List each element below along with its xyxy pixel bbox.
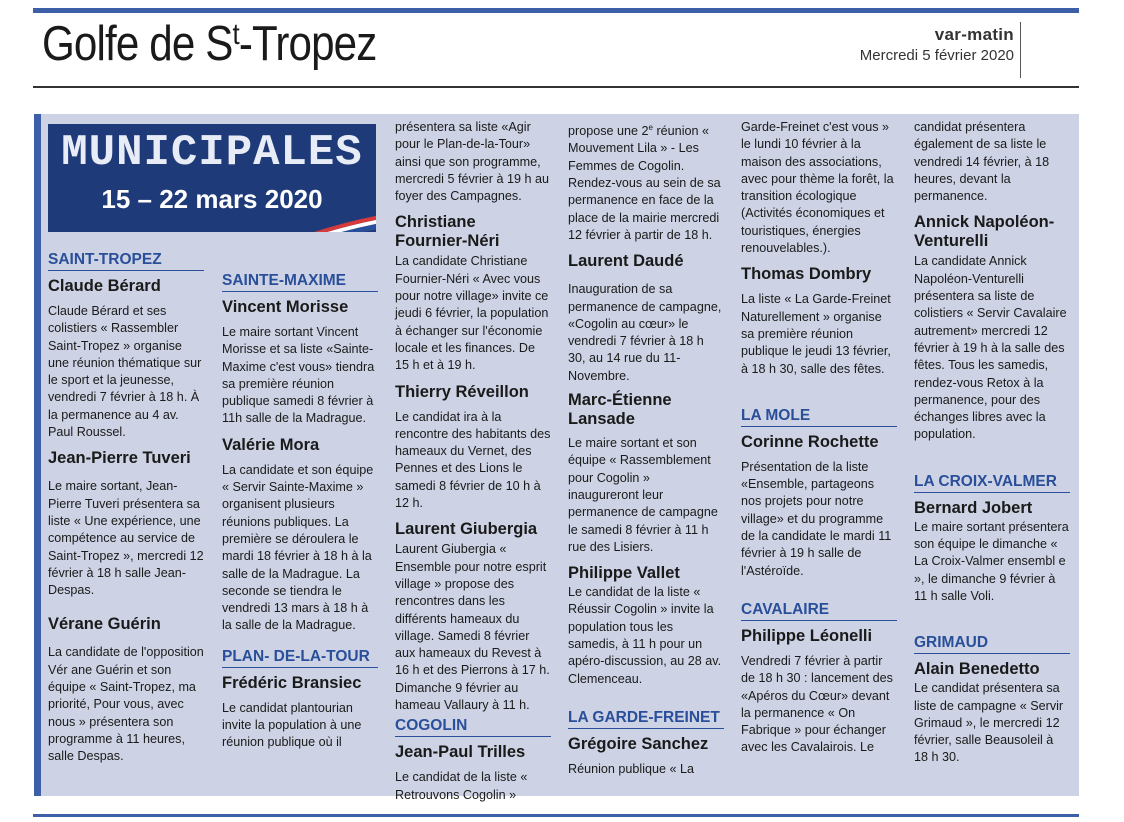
candidate-name: Laurent Daudé [568, 252, 684, 271]
candidate-name: Corinne Rochette [741, 432, 879, 451]
article-text: Réunion publique « La [568, 761, 695, 776]
candidate-name: Bernard Jobert [914, 498, 1033, 517]
article-text: Garde-Freinet c'est vous » le lundi 10 février à la maison des associations, avec pour thème la forêt, la transition écologique (Activités économiques et touristiques, énergies renouvelables.). [741, 120, 894, 256]
section-la-croix-valmer: LA CROIX-VALMER [914, 472, 1070, 493]
article-text: Présentation de la liste «Ensemble, partageons nos projets pour notre village» et du programme de la candidate le mardi 11 février à 19 h salle de l'Astéroïde. [741, 459, 892, 578]
section-saint-tropez: SAINT-TROPEZ [48, 250, 204, 271]
masthead [860, 25, 1014, 64]
header-rule [33, 86, 1079, 88]
candidate-name: Marc-Étienne Lansade [568, 391, 672, 429]
section-cogolin: COGOLIN [395, 716, 551, 737]
column-6 [914, 119, 1070, 767]
banner-dates: 15 – 22 mars 2020 [101, 184, 323, 214]
article-text: Claude Bérard et ses colistiers « Rassembler Saint-Tropez » organise une réunion thématique sur le sport et la jeunesse, vendredi 7 février à 18 h. À la permanence au 4 av. Paul Roussel. [48, 304, 202, 440]
candidate-name: Frédéric Bransiec [222, 673, 362, 692]
candidate-name: Claude Bérard [48, 277, 161, 295]
bottom-accent-bar [33, 814, 1079, 817]
municipales-banner [48, 124, 376, 232]
article-text: La candidate et son équipe « Servir Sainte-Maxime » organisent plusieurs réunions publiques. La première se déroulera le mardi 18 février à 18 h à la salle de la Madrague. La seconde se tiendra le vendredi 13 mars à 18 h à la salle de la Madrague. [222, 462, 374, 633]
publication-date: Mercredi 5 février 2020 [859, 47, 1014, 64]
article-text: Le maire sortant Vincent Morisse et sa liste «Sainte-Maxime c'est vous» tiendra sa première réunion publique samedi 8 février à 11h salle de la Madrague. [222, 325, 375, 426]
article-text: Le maire sortant présentera son équipe le dimanche « La Croix-Valmer ensembl e », le dimanche 9 février à 11 h salle Voli. [914, 519, 1069, 603]
article-text: Le candidat présentera sa liste de campagne « Servir Grimaud », le mercredi 12 février, salle Beausoleil à 18 h 30. [914, 681, 1064, 765]
article-text: Le candidat plantourian invite la population à une réunion publique où il [222, 700, 362, 750]
article-text: Le maire sortant, Jean-Pierre Tuveri présentera sa liste « Une expérience, une compétence au service de Saint-Tropez », mercredi 12 février à 18 h salle Jean- Despas. [48, 479, 204, 598]
masthead-divider [1020, 22, 1021, 78]
section-grimaud: GRIMAUD [914, 633, 1070, 654]
candidate-name: Thomas Dombry [741, 265, 872, 284]
column-5 [741, 119, 897, 757]
brand-name: var-matin [934, 25, 1014, 44]
candidate-name: Laurent Giubergia [395, 520, 538, 539]
candidate-name: Christiane Fournier-Néri [395, 213, 500, 251]
article-text: Inauguration de sa permanence de campagne, «Cogolin au cœur» le vendredi 7 février à 18 h 30, au 14 rue du 11-Novembre. [568, 282, 722, 383]
candidate-name: Vincent Morisse [222, 298, 349, 316]
section-la-garde-freinet: LA GARDE-FREINET [568, 708, 724, 729]
article-text: Le maire sortant et son équipe « Rassemblement pour Cogolin » inaugureront leur permanence de campagne le samedi 8 février à 11 h rue des Lisiers. [568, 436, 718, 554]
section-sainte-maxime: SAINTE-MAXIME [222, 271, 378, 292]
top-accent-bar [33, 8, 1079, 13]
article-text: Le candidat de la liste « Retrouvons Cogolin » [395, 770, 528, 802]
article-text: La candidate Annick Napoléon-Venturelli présentera sa liste de colistiers « Servir Cavalaire autrement» mercredi 12 février à 19 h à la salle des fêtes. Tous les samedis, rendez-vous Retox à la permanence, pour des échanges libres avec la population. [914, 254, 1067, 442]
column-3 [395, 119, 551, 804]
candidate-name: Valérie Mora [222, 435, 320, 454]
article-text: La candidate Christiane Fournier-Néri « Avec vous pour notre village» invite ce jeudi 6 février, la population à échanger sur l'économie locale et les finances. De 15 h et à 19 h. [395, 254, 549, 373]
article-text: La candidate de l'opposition Vér ane Guérin et son équipe « Saint-Tropez, ma priorité, Pour vous, avec nous » présentera son programme à 11 heures, salle Despas. [48, 645, 204, 764]
candidate-name: Grégoire Sanchez [568, 734, 709, 753]
article-text: La liste « La Garde-Freinet Naturellement » organise sa première réunion publique le jeudi 13 février, à 18 h 30, salle des fêtes. [741, 292, 891, 376]
panel-edge [34, 114, 41, 796]
page-title: Golfe de $S^t$-Tropez [42, 17, 377, 71]
article-text: candidat présentera également de sa liste le vendredi 14 février, à 18 heures, devant la permanence. [914, 120, 1050, 204]
article-text: Le candidat de la liste « Réussir Cogolin » invite la population tous les samedis, à 11 h pour un apéro-discussion, au 28 av. Clemenceau. [568, 585, 722, 686]
candidate-name: Vérane Guérin [48, 615, 161, 634]
candidate-name: Alain Benedetto [914, 660, 1040, 679]
article-text: Vendredi 7 février à partir de 18 h 30 : lancement des «Apéros du Cœur» devant la permanence « On Fabrique » pour échanger avec les Cavalairois. Le [741, 653, 893, 755]
candidate-name: Jean-Pierre Tuveri [48, 449, 191, 468]
candidate-name: Thierry Réveillon [395, 382, 529, 401]
article-text: Laurent Giubergia « Ensemble pour notre esprit village » propose des rencontres dans les différents hameaux du village. Samedi 8 février aux hameaux du Revest à 16 h et des Pierrons à 17 h. Dimanche 9 février au hameau Vallaury à 11 h. [395, 542, 550, 713]
article-text: Le candidat ira à la rencontre des habitants des hameaux du Vernet, des Pennes et des Lions le samedi 8 février de 10 h à 12 h. [395, 409, 551, 511]
candidate-name: Jean-Paul Trilles [395, 743, 526, 762]
candidate-name: Annick Napoléon-Venturelli [914, 213, 1055, 251]
banner-title: MUNICIPALES [61, 128, 363, 178]
column-4 [568, 119, 724, 778]
candidate-name: Philippe Vallet [568, 564, 680, 583]
candidate-name: Philippe Léonelli [741, 626, 873, 645]
section-cavalaire: CAVALAIRE [741, 600, 897, 621]
column-1 [48, 250, 204, 766]
column-2 [222, 271, 378, 752]
section-la-mole: LA MOLE [741, 406, 897, 427]
article-text: propose une 2e réunion « Mouvement Lila » - Les Femmes de Cogolin. Rendez-vous au sein de sa permanence en face de la place de la mairie mercredi 12 février à partir de 18 h. [568, 123, 721, 242]
article-text: présentera sa liste «Agir pour le Plan-de-la-Tour» ainsi que son programme, mercredi 5 février à 19 h au foyer des Campagnes. [395, 120, 549, 204]
tricolor-ribbon-icon [308, 216, 376, 232]
section-plan-de-la-tour: PLAN- DE-LA-TOUR [222, 647, 378, 668]
